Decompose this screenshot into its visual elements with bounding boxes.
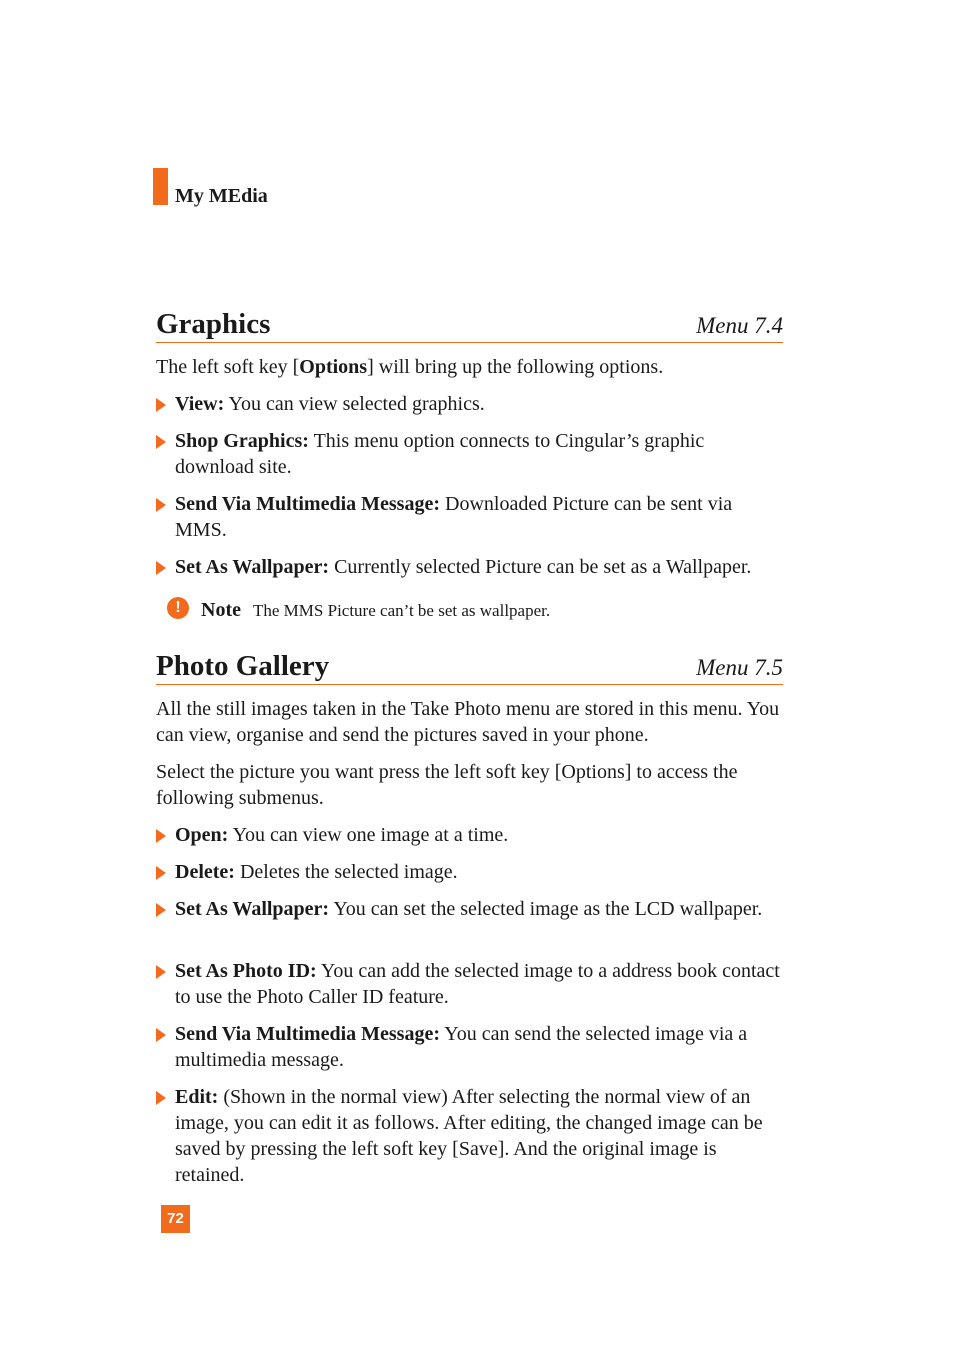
list-item <box>156 958 783 1010</box>
list-item <box>156 822 783 848</box>
item-text: You can view one image at a time. <box>228 824 509 846</box>
item-text: Currently selected Picture can be set as a Wallpaper. <box>329 556 752 578</box>
list-item <box>156 428 783 480</box>
item-label: Open: <box>175 824 229 846</box>
item-label: View: <box>175 393 225 415</box>
item-text: You can view selected graphics. <box>224 393 485 415</box>
bullet-arrow-icon <box>156 1091 166 1105</box>
bullet-arrow-icon <box>156 435 166 449</box>
item-text: You can set the selected image as the LCD wallpaper. <box>329 898 763 920</box>
item-label: Send Via Multimedia Message: <box>175 1023 440 1045</box>
note-text: The MMS Picture can’t be set as wallpaper. <box>253 601 551 620</box>
page-number: 72 <box>161 1205 190 1233</box>
item-label: Delete: <box>175 861 235 883</box>
list-item <box>156 391 783 417</box>
item-label: Edit: <box>175 1086 219 1108</box>
list-item <box>156 554 783 580</box>
chapter-header: My MEdia <box>175 185 268 207</box>
item-label: Set As Wallpaper: <box>175 556 330 578</box>
bullet-arrow-icon <box>156 829 166 843</box>
item-text: You can send the selected image via a multimedia message. <box>175 1023 748 1071</box>
item-text: Deletes the selected image. <box>234 861 458 883</box>
exclamation-icon: ! <box>167 597 189 619</box>
item-label: Set As Wallpaper: <box>175 898 330 920</box>
graphics-menu-number: Menu 7.4 <box>696 313 783 338</box>
photo-gallery-para-1: All the still images taken in the Take Photo menu are stored in this menu. You can view, organise and send the pictures saved in your phone. <box>156 698 780 746</box>
bullet-arrow-icon <box>156 398 166 412</box>
intro-text: The left soft key [ <box>156 356 300 378</box>
list-item <box>156 491 783 543</box>
item-label: Shop Graphics: <box>175 430 309 452</box>
graphics-heading <box>156 308 783 343</box>
graphics-intro <box>156 354 783 380</box>
list-item <box>156 1084 783 1188</box>
list-item <box>156 1021 783 1073</box>
bullet-arrow-icon <box>156 1028 166 1042</box>
item-text: This menu option connects to Cingular’s graphic download site. <box>175 430 705 478</box>
options-key-label: Options <box>299 356 368 378</box>
intro-text-end: ] will bring up the following options. <box>367 356 664 378</box>
list-item <box>156 896 783 922</box>
item-text: You can add the selected image to a address book contact to use the Photo Caller ID feature. <box>175 960 780 1008</box>
bullet-arrow-icon <box>156 498 166 512</box>
graphics-title: Graphics <box>156 308 271 340</box>
note-label: Note <box>201 599 241 621</box>
photo-gallery-title: Photo Gallery <box>156 650 330 682</box>
list-item <box>156 859 783 885</box>
photo-gallery-menu-number: Menu 7.5 <box>696 655 783 680</box>
item-text: Downloaded Picture can be sent via MMS. <box>175 493 733 541</box>
bullet-arrow-icon <box>156 561 166 575</box>
bullet-arrow-icon <box>156 903 166 917</box>
bullet-arrow-icon <box>156 965 166 979</box>
header-accent-bar <box>153 168 168 205</box>
item-text: (Shown in the normal view) After selecting the normal view of an image, you can edit it as follows. After editing, the changed image can be saved by pressing the left soft key [Save]. And the original image is retained. <box>175 1086 763 1186</box>
photo-gallery-para-2: Select the picture you want press the left soft key [Options] to access the following submenus. <box>156 761 738 809</box>
item-label: Send Via Multimedia Message: <box>175 493 440 515</box>
item-label: Set As Photo ID: <box>175 960 317 982</box>
photo-gallery-heading <box>156 650 783 685</box>
bullet-arrow-icon <box>156 866 166 880</box>
